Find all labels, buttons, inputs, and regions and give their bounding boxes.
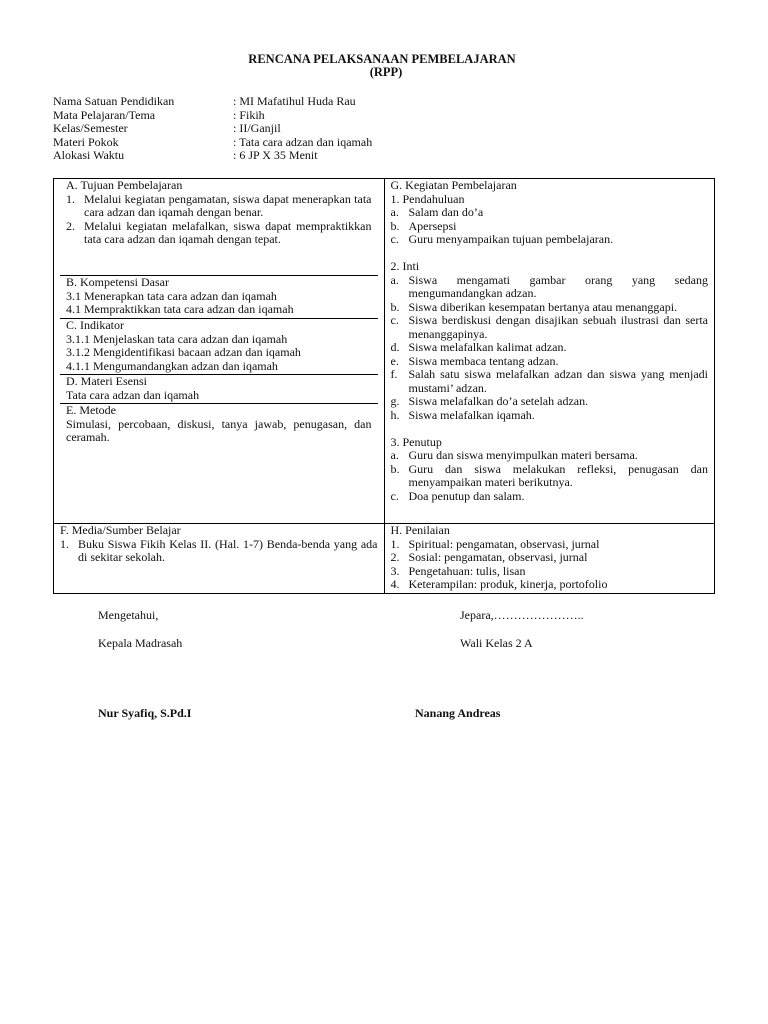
indicator-line: 3.1.1 Menjelaskan tata cara adzan dan iqamah	[66, 331, 288, 346]
section-heading: C. Indikator	[66, 318, 124, 332]
list-marker: 2.	[390, 550, 400, 564]
identity-value: : II/Ganjil	[233, 121, 281, 135]
identity-key: Alokasi Waktu	[53, 148, 125, 162]
list-marker: b.	[390, 299, 400, 314]
section-media	[54, 524, 385, 594]
section-heading: D. Materi Esensi	[66, 374, 147, 388]
indicator-line: 3.1.2 Mengidentifikasi bacaan adzan dan iqamah	[66, 345, 301, 359]
list-item	[391, 578, 709, 592]
list-marker: b.	[390, 218, 400, 233]
list-marker: 1.	[390, 536, 400, 551]
list-item	[391, 314, 709, 341]
list-text: Pengetahuan: tulis, lisan	[408, 563, 526, 578]
list-marker: 4.	[390, 577, 400, 591]
section-tujuan	[60, 179, 378, 276]
list-item	[391, 551, 709, 565]
section-metode	[60, 404, 378, 515]
list-marker: 1.	[60, 536, 69, 551]
materi-line: Tata cara adzan dan iqamah	[66, 387, 200, 402]
section-heading: E. Metode	[66, 403, 116, 417]
list-marker: f.	[390, 367, 398, 381]
identity-key: Kelas/Semester	[53, 121, 128, 135]
list-item	[391, 341, 709, 355]
section-heading: B. Kompetensi Dasar	[66, 275, 169, 289]
list-marker: a.	[390, 205, 399, 219]
list-item	[391, 368, 709, 395]
section-indikator	[60, 319, 378, 375]
list-text: Siswa berdiskusi dengan disajikan sebuah ilustrasi dan serta menanggapinya.	[408, 313, 708, 341]
signature-right-name: Nanang Andreas	[415, 706, 501, 720]
signature-right-date: Jepara,…………………..	[460, 608, 584, 622]
identity-block	[53, 95, 372, 163]
list-item	[66, 193, 372, 220]
identity-row	[53, 109, 372, 123]
document-subtitle: (RPP)	[369, 65, 403, 79]
identity-key: Materi Pokok	[53, 134, 119, 149]
list-item	[391, 565, 709, 579]
list-marker: c.	[390, 488, 399, 503]
section-penilaian	[384, 524, 715, 594]
section-heading: G. Kegiatan Pembelajaran	[390, 178, 517, 192]
list-text: Siswa melafalkan do’a setelah adzan.	[408, 394, 589, 408]
subsection-heading: 2. Inti	[390, 259, 420, 273]
table-row	[54, 524, 715, 594]
identity-value: : 6 JP X 35 Menit	[233, 148, 318, 162]
indicator-line: 4.1.1 Mengumandangkan adzan dan iqamah	[66, 358, 278, 373]
list-marker: d.	[390, 340, 400, 354]
signature-left-title: Kepala Madrasah	[98, 636, 183, 650]
left-column	[54, 179, 385, 524]
list-marker: c.	[390, 313, 399, 327]
table-row	[54, 179, 715, 524]
list-item	[391, 449, 709, 463]
list-marker: 3.	[390, 563, 400, 578]
identity-key: Nama Satuan Pendidikan	[53, 94, 175, 108]
list-item	[391, 355, 709, 369]
list-marker: 1.	[66, 191, 75, 206]
list-item	[391, 233, 709, 247]
list-item	[391, 409, 709, 423]
identity-row	[53, 122, 372, 136]
section-kompetensi	[60, 276, 378, 319]
identity-value: : Fikih	[233, 107, 265, 122]
list-item	[391, 538, 709, 552]
list-marker: h.	[390, 407, 400, 422]
list-text: Guru dan siswa melakukan refleksi, penugasan dan menyampaikan materi berikutnya.	[408, 461, 708, 489]
list-item	[391, 490, 709, 504]
list-text: Doa penutup dan salam.	[408, 488, 525, 503]
identity-row	[53, 136, 372, 150]
list-marker: c.	[390, 232, 399, 246]
list-item	[391, 301, 709, 315]
list-item	[391, 206, 709, 220]
identity-value: : MI Mafatihul Huda Rau	[233, 94, 356, 108]
list-item	[391, 463, 709, 490]
signature-left-name: Nur Syafiq, S.Pd.I	[98, 706, 192, 720]
list-text: Siswa melafalkan iqamah.	[408, 407, 535, 422]
list-text: Salam dan do’a	[408, 205, 484, 219]
document-title: RENCANA PELAKSANAAN PEMBELAJARAN	[248, 52, 516, 66]
identity-row	[53, 95, 372, 109]
metode-text: Simulasi, percobaan, diskusi, tanya jawab, penugasan, dan ceramah.	[66, 416, 372, 444]
list-marker: b.	[390, 461, 400, 476]
identity-key: Mata Pelajaran/Tema	[53, 107, 156, 122]
list-text: Spiritual: pengamatan, observasi, jurnal	[408, 536, 600, 551]
list-marker: e.	[390, 353, 399, 368]
list-text: Guru dan siswa menyimpulkan materi bersama.	[408, 448, 638, 462]
list-text: Apersepsi	[408, 218, 457, 233]
list-text: Melalui kegiatan melafalkan, siswa dapat mempraktikkan tata cara adzan dan iqamah dengan tepat.	[84, 218, 372, 246]
identity-row	[53, 149, 372, 163]
right-column	[384, 179, 715, 524]
signature-left-label: Mengetahui,	[98, 608, 159, 622]
rpp-table	[53, 178, 715, 594]
section-heading: H. Penilaian	[390, 523, 450, 537]
list-item	[391, 274, 709, 301]
kd-line: 4.1 Mempraktikkan tata cara adzan dan iqamah	[66, 302, 294, 316]
list-marker: a.	[390, 272, 399, 287]
list-text: Siswa mengamati gambar orang yang sedang mengumandangkan adzan.	[408, 272, 708, 300]
list-item	[391, 395, 709, 409]
list-marker: 2.	[66, 218, 75, 233]
list-text: Melalui kegiatan pengamatan, siswa dapat menerapkan tata cara adzan dan iqamah dengan benar.	[84, 191, 372, 219]
list-text: Salah satu siswa melafalkan adzan dan siswa yang menjadi mustami’ adzan.	[408, 367, 708, 395]
list-item	[66, 220, 372, 247]
subsection-heading: 3. Penutup	[390, 434, 442, 449]
list-item	[391, 220, 709, 234]
kd-line: 3.1 Menerapkan tata cara adzan dan iqamah	[66, 288, 277, 303]
list-text: Siswa membaca tentang adzan.	[408, 353, 559, 368]
subsection-heading: 1. Pendahuluan	[390, 191, 465, 206]
list-text: Keterampilan: produk, kinerja, portofolio	[408, 577, 608, 591]
list-text: Buku Siswa Fikih Kelas II. (Hal. 1-7) Benda-benda yang ada di sekitar sekolah.	[78, 536, 378, 564]
section-heading: A. Tujuan Pembelajaran	[66, 178, 183, 192]
list-text: Siswa melafalkan kalimat adzan.	[408, 340, 567, 354]
list-text: Siswa diberikan kesempatan bertanya atau menanggapi.	[408, 299, 678, 314]
list-item	[60, 538, 378, 565]
list-text: Guru menyampaikan tujuan pembelajaran.	[408, 232, 614, 246]
signature-right-title: Wali Kelas 2 A	[460, 636, 533, 650]
section-heading: F. Media/Sumber Belajar	[60, 523, 181, 537]
list-marker: g.	[390, 394, 400, 408]
section-materi	[60, 375, 378, 404]
identity-value: : Tata cara adzan dan iqamah	[233, 134, 373, 149]
list-marker: a.	[390, 448, 399, 462]
list-text: Sosial: pengamatan, observasi, jurnal	[408, 550, 588, 564]
